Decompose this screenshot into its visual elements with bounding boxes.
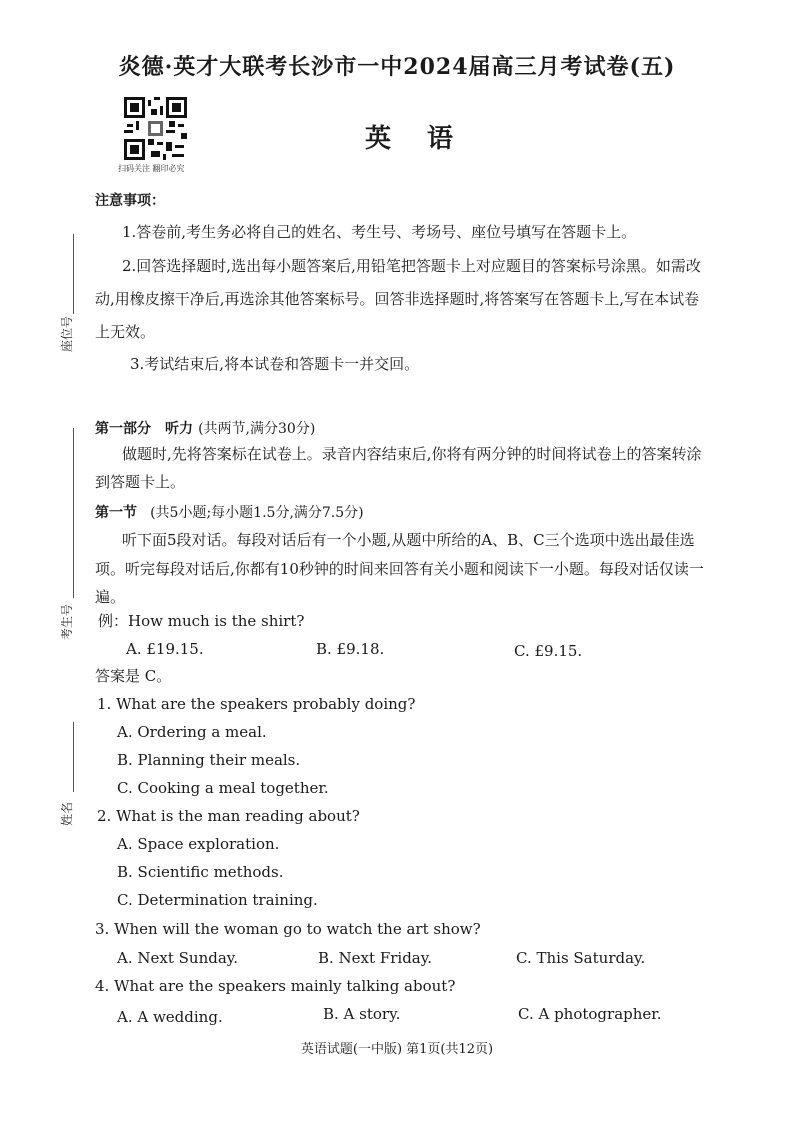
qr-caption: 扫码关注 翻印必究 [118, 164, 185, 173]
name-line [73, 722, 74, 792]
question-4-option-a: A. A wedding. [117, 1008, 223, 1026]
question-1-stem: 1. What are the speakers probably doing? [97, 695, 416, 713]
page-footer: 英语试题(一中版) 第1页(共12页) [300, 1042, 494, 1057]
question-2-option-a: A. Space exploration. [117, 835, 280, 853]
question-1-option-c: C. Cooking a meal together. [117, 779, 329, 797]
notice-item-2-line-2: 动,用橡皮擦干净后,再选涂其他答案标号。回答非选择题时,将答案写在答题卡上,写在本试卷 [95, 290, 700, 308]
exam-number-line [73, 428, 74, 598]
qr-code-icon [124, 97, 187, 160]
question-2-option-c: C. Determination training. [117, 891, 318, 909]
question-1-option-a: A. Ordering a meal. [117, 723, 267, 741]
section-1-heading-note: (共5小题;每小题1.5分,满分7.5分) [150, 505, 364, 521]
question-2-stem: 2. What is the man reading about? [97, 807, 360, 825]
question-3-stem: 3. When will the woman go to watch the art show? [95, 920, 481, 938]
section-1-instruction-line-2: 项。听完每段对话后,你都有10秒钟的时间来回答有关小题和阅读下一小题。每段对话仅读一 [95, 560, 704, 578]
notice-item-2-line-1: 2.回答选择题时,选出每小题答案后,用铅笔把答题卡上对应题目的答案标号涂黑。如需改 [122, 257, 701, 275]
part-1-intro-line-2: 到答题卡上。 [95, 473, 186, 491]
question-4-option-b: B. A story. [323, 1005, 401, 1023]
part-1-heading-row [95, 418, 315, 438]
section-1-heading-row [95, 502, 364, 522]
notice-heading: 注意事项： [95, 193, 165, 209]
exam-title: 炎德·英才大联考长沙市一中2024届高三月考试卷(五) [118, 54, 676, 80]
name-label: 姓名 [60, 801, 74, 826]
seat-number-line [73, 234, 74, 314]
notice-item-2-line-3: 上无效。 [95, 323, 156, 341]
question-3-option-a: A. Next Sunday. [117, 949, 239, 967]
question-2-option-b: B. Scientific methods. [117, 863, 284, 881]
subject-title: 英语 [365, 124, 490, 154]
question-4-option-c: C. A photographer. [518, 1005, 662, 1023]
example-option-b: B. £9.18. [316, 640, 385, 658]
notice-item-1: 1.答卷前,考生务必将自己的姓名、考生号、考场号、座位号填写在答题卡上。 [122, 223, 637, 241]
part-1-intro-line-1: 做题时,先将答案标在试卷上。录音内容结束后,你将有两分钟的时间将试卷上的答案转涂 [122, 445, 702, 463]
part-1-heading: 第一部分 听力 [95, 421, 193, 437]
section-1-instruction-line-3: 遍。 [95, 588, 126, 606]
example-option-c: C. £9.15. [514, 642, 583, 660]
question-4-stem: 4. What are the speakers mainly talking about? [95, 977, 456, 995]
question-3-option-b: B. Next Friday. [318, 949, 432, 967]
notice-item-3: 3.考试结束后,将本试卷和答题卡一并交回。 [130, 355, 420, 373]
question-3-option-c: C. This Saturday. [516, 949, 646, 967]
question-1-option-b: B. Planning their meals. [117, 751, 301, 769]
example-question: 例：How much is the shirt? [98, 612, 305, 630]
seat-number-label: 座位号 [60, 315, 74, 352]
exam-number-label: 考生号 [60, 603, 74, 640]
example-option-a: A. £19.15. [126, 640, 204, 658]
part-1-heading-note: (共两节,满分30分) [198, 421, 316, 437]
section-1-instruction-line-1: 听下面5段对话。每段对话后有一个小题,从题中所给的A、B、C三个选项中选出最佳选 [122, 531, 695, 549]
example-answer: 答案是 C。 [95, 667, 172, 685]
section-1-heading: 第一节 [95, 505, 137, 521]
